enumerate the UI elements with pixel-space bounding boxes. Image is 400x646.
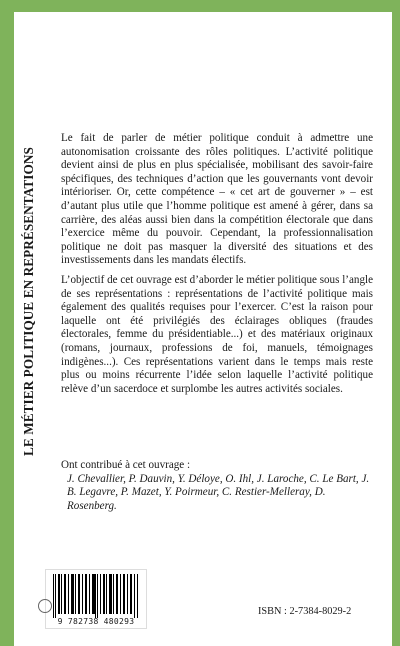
contributors-intro: Ont contribué à cet ouvrage : [61,459,191,471]
spine-title: LE MÉTIER POLITIQUE EN REPRÉSENTATIONS [21,147,36,457]
description-paragraph-2: L’objectif de cet ouvrage est d’aborder le métier politique sous l’angle de ses représentations : représentations de l’activité politique mais également des qualités requises pour l’exercer. C’est la raison pour laquelle ont été privilégiés des éclairages obliques (fraudes électorales, femme du présidentiable...) et des matériaux originaux (romans, journaux, professions de foi, manuels, témoignages indigènes...). Ces représentations varient dans le temps mais reste plus ou moins récurrente l’idée selon laquelle l’activité politique relève d’un sacerdoce et surplombe les autres activités sociales. [61,273,373,395]
recycling-seal-icon [38,599,52,613]
description-paragraph-1: Le fait de parler de métier politique conduit à admettre une autonomisation croissante des rôles politiques. L’activité politique devient ainsi de plus en plus spécialisée, mobilisant des savoir-faire spécifiques, des techniques d’action que les gouvernants vont devoir intérioriser. Or, cette compétence – « cet art de gouverner » – est d’autant plus utile que l’homme politique est amené à gérer, dans sa carrière, des aléas aussi bien dans la compétition électorale que dans l’exercice même du pouvoir. Cependant, la professionnalisation politique ne doit pas masquer la diversité des situations et des investissements dans les mandats électifs. [61,132,373,267]
description [61,132,373,396]
contributors-names: J. Chevallier, P. Dauvin, Y. Déloye, O. Ihl, J. Laroche, C. Le Bart, J. B. Legavre, P. Mazet, Y. Poirmeur, C. Restier-Melleray, D. Rosenberg. [67,472,370,512]
left-color-band [0,0,14,646]
isbn: ISBN : 2-7384-8029-2 [258,606,352,617]
barcode-digits: 9 782738 480293 [57,617,135,626]
right-color-band [392,0,400,646]
barcode-bars [52,574,140,618]
barcode [45,569,147,629]
top-color-band [0,0,400,12]
contributors-block [61,459,373,513]
